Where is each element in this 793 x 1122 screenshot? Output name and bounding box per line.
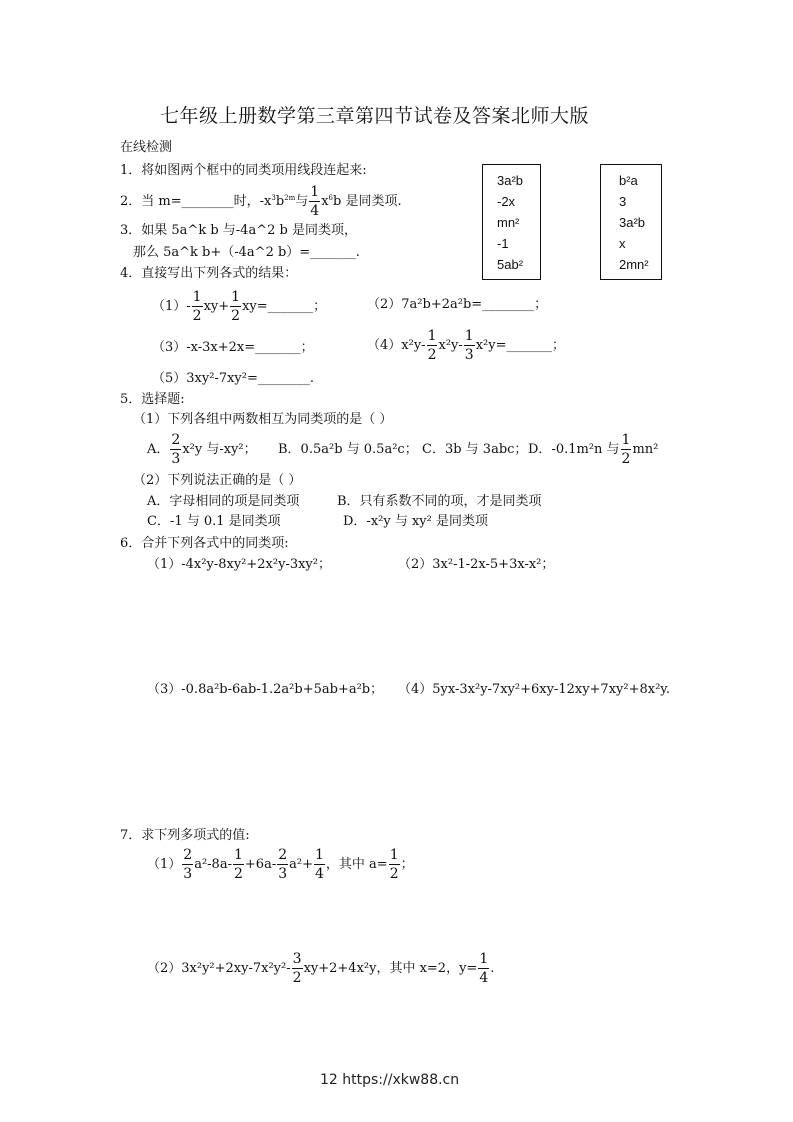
fraction: $\frac{1}{4}$ [310, 184, 320, 219]
q2-text: b 是同类项. [333, 194, 402, 209]
question-3-line-2: 那么 5a^k b+（-4a^2 b）=_______. [133, 245, 360, 260]
question-5-1-option-c: C．3b 与 3abc； [422, 442, 528, 457]
q2-exp: 6 [328, 194, 333, 202]
question-5-2-option-d: D．-x²y 与 xy² 是同类项 [343, 514, 488, 529]
question-7-2: （2）3x²y²+2xy-7x²y²- $\frac{3}{2}$ xy+2+4x²y，其中 x=2，y= $\frac{1}{4}$ . [147, 951, 495, 986]
fraction: $\frac{1}{2}$ [233, 847, 243, 882]
fraction: $\frac{1}{2}$ [231, 289, 241, 324]
question-5-2-option-b: B．只有系数不同的项，才是同类项 [337, 494, 542, 509]
question-4-1: （1）- $\frac{1}{2}$ xy+ $\frac{1}{2}$ xy=_______； [152, 289, 327, 324]
question-5-1-option-d: D．-0.1m²n 与 $\frac{1}{2}$ mn² [528, 432, 659, 467]
question-1: 1．将如图两个框中的同类项用线段连起来: [120, 163, 367, 178]
question-4: 4．直接写出下列各式的结果： [120, 266, 298, 281]
question-7: 7．求下列多项式的值: [120, 828, 250, 843]
fraction: $\frac{2}{3}$ [278, 847, 288, 882]
question-5-2-option-a: A．字母相同的项是同类项 [147, 494, 300, 509]
page-title: 七年级上册数学第三章第四节试卷及答案北师大版 [160, 105, 590, 127]
section-heading: 在线检测 [120, 140, 173, 155]
question-5-2: （2）下列说法正确的是（ ） [133, 473, 302, 488]
q2-text: x [321, 194, 329, 209]
q2-text: 2．当 m=________时，-x [120, 194, 272, 209]
question-5-1: （1）下列各组中两数相互为同类项的是（ ） [133, 412, 393, 427]
left-term: -1 [497, 236, 509, 251]
question-6-3: （3）-0.8a²b-6ab-1.2a²b+5ab+a²b； [147, 682, 384, 697]
question-4-5: （5）3xy²-7xy²=________. [152, 371, 315, 386]
fraction: $\frac{1}{4}$ [315, 847, 324, 882]
right-term: x [619, 236, 626, 251]
left-term: 3a²b [497, 173, 524, 188]
fraction: $\frac{3}{2}$ [292, 951, 302, 986]
question-5-1-option-a: A． $\frac{2}{3}$ x²y 与-xy²； [147, 432, 257, 467]
question-5-1-option-b: B．0.5a²b 与 0.5a²c； [278, 442, 418, 457]
page-footer: 12 https://xkw88.cn [320, 1072, 460, 1088]
q2-exp: 3 [271, 194, 276, 202]
question-5-2-option-c: C．-1 与 0.1 是同类项 [147, 514, 281, 529]
fraction: $\frac{1}{4}$ [479, 951, 489, 986]
q2-text: b [275, 194, 285, 209]
question-5: 5．选择题: [120, 392, 185, 407]
question-6: 6．合并下列各式中的同类项: [120, 536, 289, 551]
fraction: $\frac{1}{3}$ [464, 328, 474, 363]
left-term: 5ab² [497, 257, 524, 272]
left-term: mn² [497, 215, 520, 230]
question-6-1: （1）-4x²y-8xy²+2x²y-3xy²； [147, 557, 331, 572]
left-term-box [482, 164, 541, 280]
question-7-1: （1） $\frac{2}{3}$ a²-8a- $\frac{1}{2}$ +6a- $\frac{2}{3}$ a²+ $\frac{1}{4}$ ，其中 a= $\frac{1}{2}$ ； [147, 847, 414, 882]
right-term: 2mn² [619, 257, 649, 272]
q2-text: 与 [295, 194, 309, 209]
question-4-3: （3）-x-3x+2x=_______； [152, 340, 314, 355]
q2-exp: 2m [284, 194, 296, 202]
right-term-box [600, 164, 662, 280]
question-6-4: （4）5yx-3x²y-7xy²+6xy-12xy+7xy²+8x²y. [398, 682, 671, 697]
fraction: $\frac{2}{3}$ [171, 432, 181, 467]
question-3-line-1: 3．如果 5a^k b 与-4a^2 b 是同类项， [120, 223, 357, 238]
question-4-4: （4）x²y- $\frac{1}{2}$ x²y- $\frac{1}{3}$ x²y=_______； [367, 328, 565, 363]
right-term: 3 [619, 194, 627, 209]
left-term: -2x [497, 194, 516, 209]
question-2 [120, 185, 402, 218]
right-term: 3a²b [619, 215, 646, 230]
fraction: $\frac{1}{2}$ [621, 432, 631, 467]
right-term: b²a [619, 173, 638, 188]
fraction: $\frac{2}{3}$ [183, 847, 193, 882]
question-6-2: （2）3x²-1-2x-5+3x-x²； [398, 557, 555, 572]
fraction: $\frac{1}{2}$ [389, 847, 399, 882]
question-4-2: （2）7a²b+2a²b=________； [367, 297, 548, 312]
fraction: $\frac{1}{2}$ [427, 328, 437, 363]
fraction: $\frac{1}{2}$ [192, 289, 202, 324]
